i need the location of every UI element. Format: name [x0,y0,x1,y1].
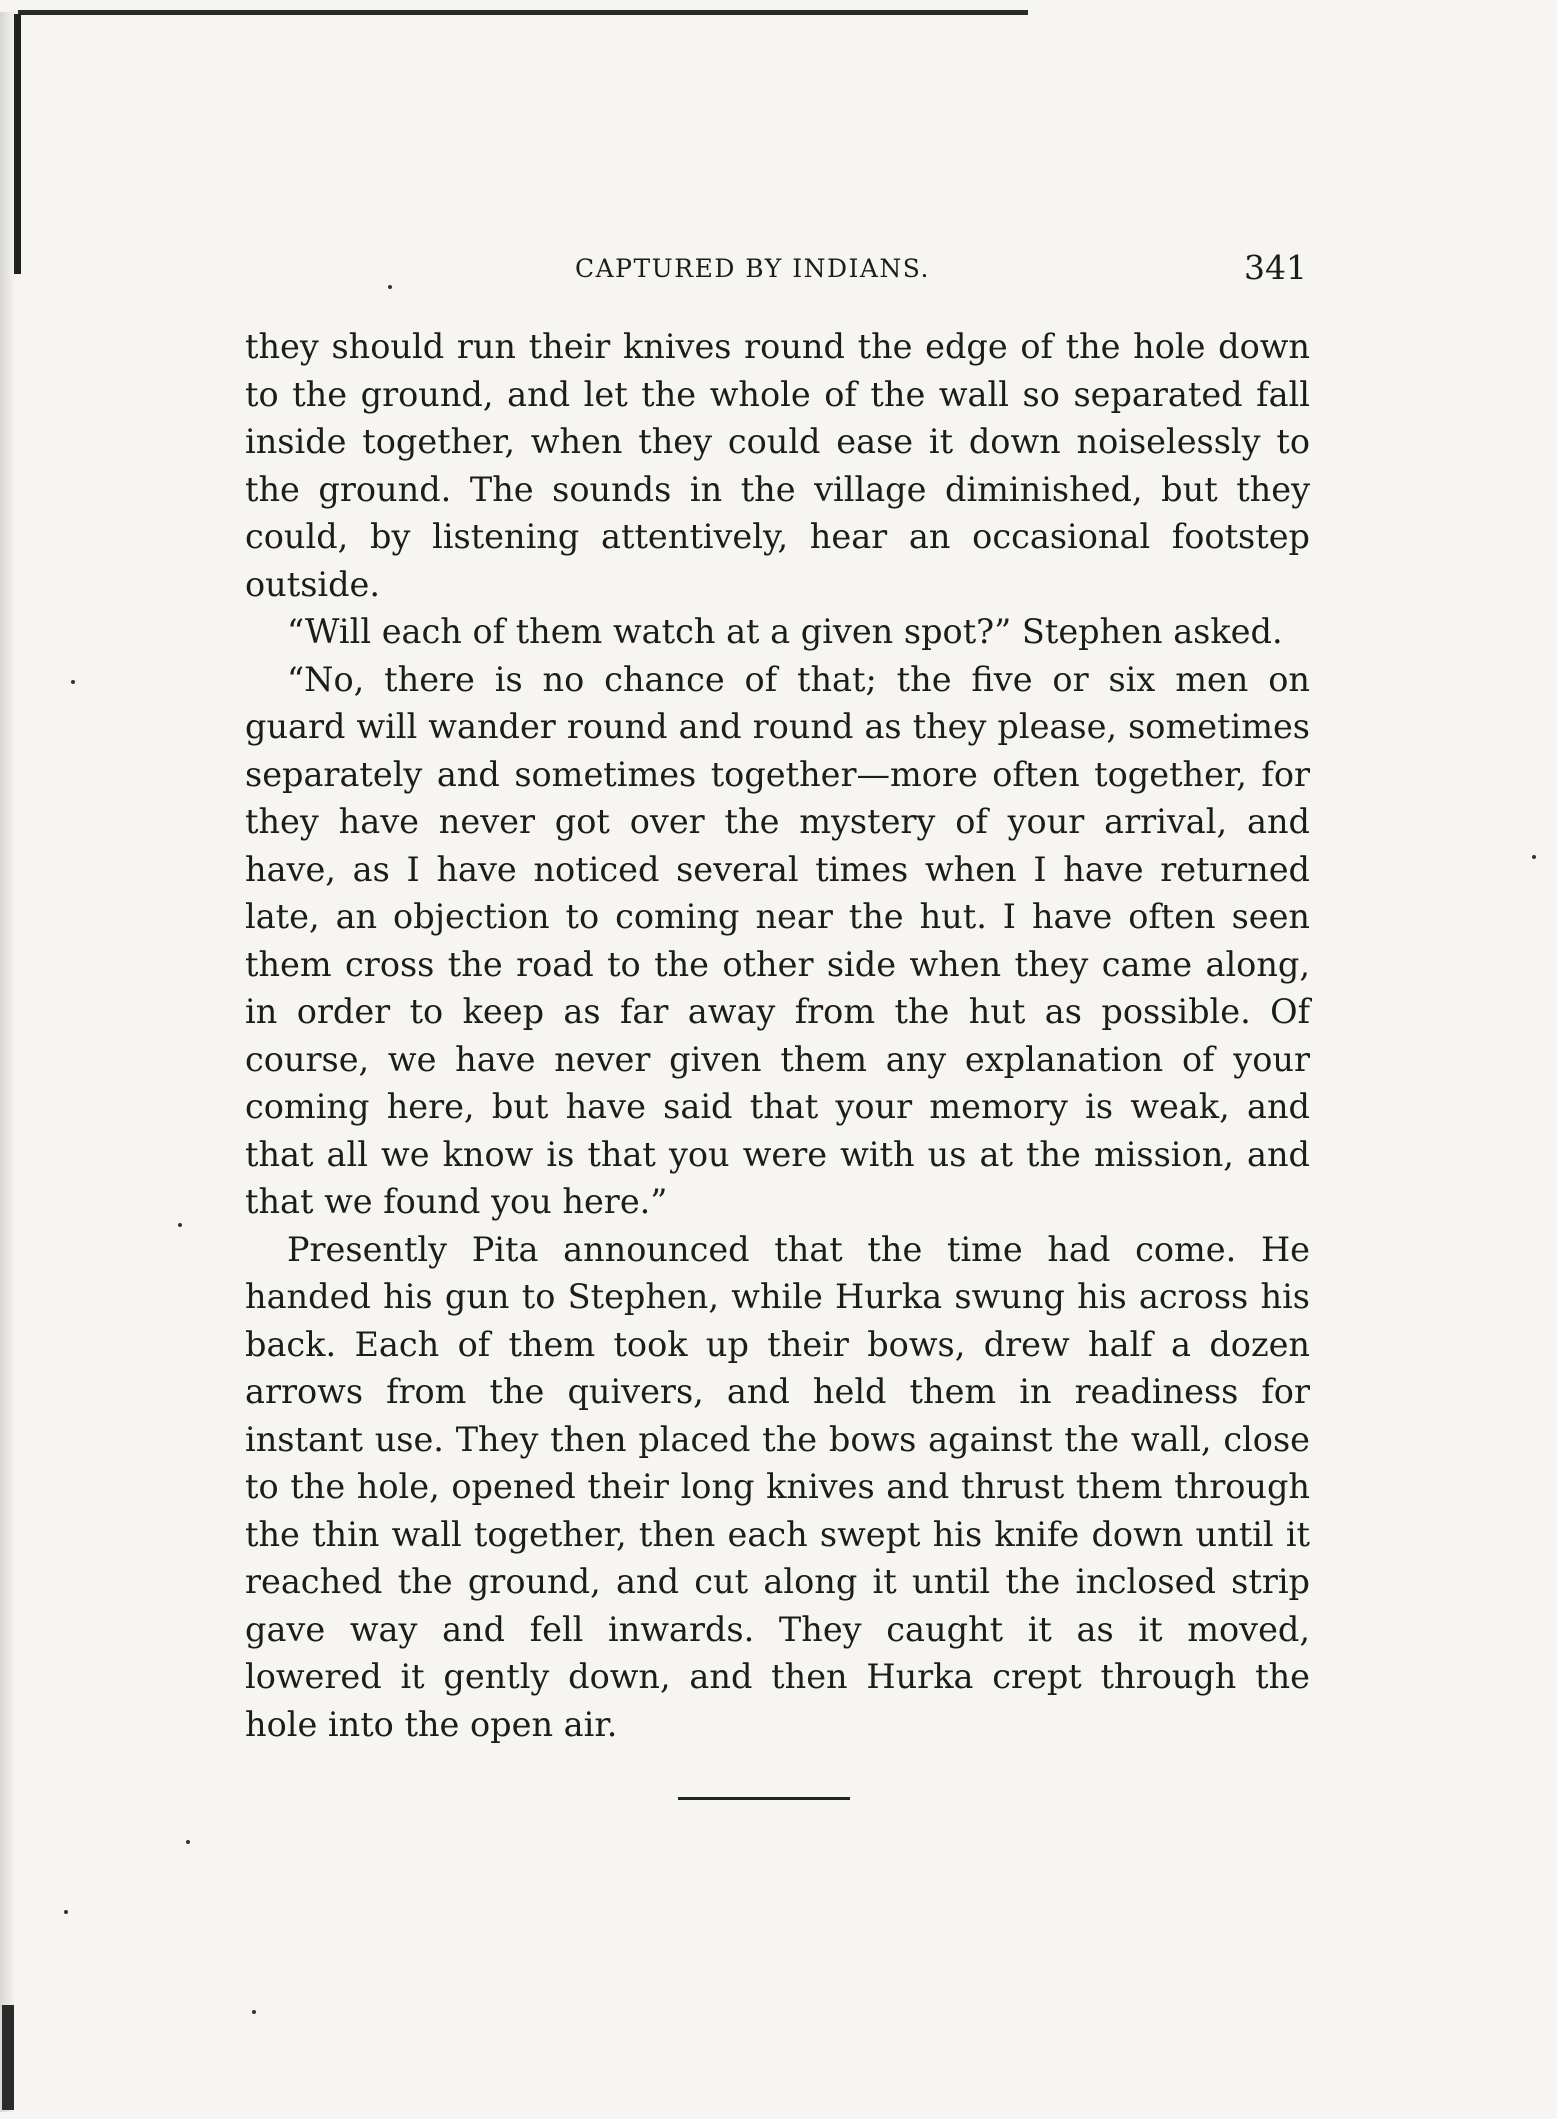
speck [252,2010,256,2014]
page-left-edge [0,12,14,2112]
scan-top-edge [18,10,1028,15]
paragraph-continued: they should run their knives round the edge of the hole down to the ground, and let the whole of the wall so separated fall inside together, when they could ease it down noiselessly to the ground. The sounds in the village diminished, but they could, by listening attentively, hear an occasional footstep outside. [245,327,1310,604]
binding-shadow [14,14,21,274]
body-text [245,323,1310,1748]
paragraph: Presently Pita announced that the time had come. He handed his gun to Stephen, while Hurka swung his across his back. Each of them took up their bows, drew half a dozen arrows from the quivers, and held them in readiness for instant use. They then placed the bows against the wall, close to the hole, opened their long knives and thrust them through the thin wall together, then each swept his knife down until it reached the ground, and cut along it until the inclosed strip gave way and fell inwards. They caught it as it moved, lowered it gently down, and then Hurka crept through the hole into the open air. [245,1229,1310,1744]
paragraph: “No, there is no chance of that; the five or six men on guard will wander round and round as they please, sometimes separately and sometimes together—more often together, for they have never got over the mystery of your arrival, and have, as I have noticed several times when I have returned late, an objection to coming near the hut. I have often seen them cross the road to the other side when they came along, in order to keep as far away from the hut as possible. Of course, we have never given them any explanation of your coming here, but have said that your memory is weak, and that all we know is that you were with us at the mission, and that we found you here.” [245,659,1310,1221]
chapter-end-rule [678,1797,850,1800]
speck [1532,855,1536,859]
speck [178,1223,182,1227]
binding-shadow-bottom [2,2005,14,2110]
paragraph: “Will each of them watch at a given spot?” Stephen asked. [287,612,1283,651]
speck [71,680,75,684]
speck [64,1910,68,1914]
page-number: 341 [1244,248,1307,287]
running-title: CAPTURED BY INDIANS. [575,254,930,283]
speck [186,1840,190,1844]
running-head [0,248,1557,288]
